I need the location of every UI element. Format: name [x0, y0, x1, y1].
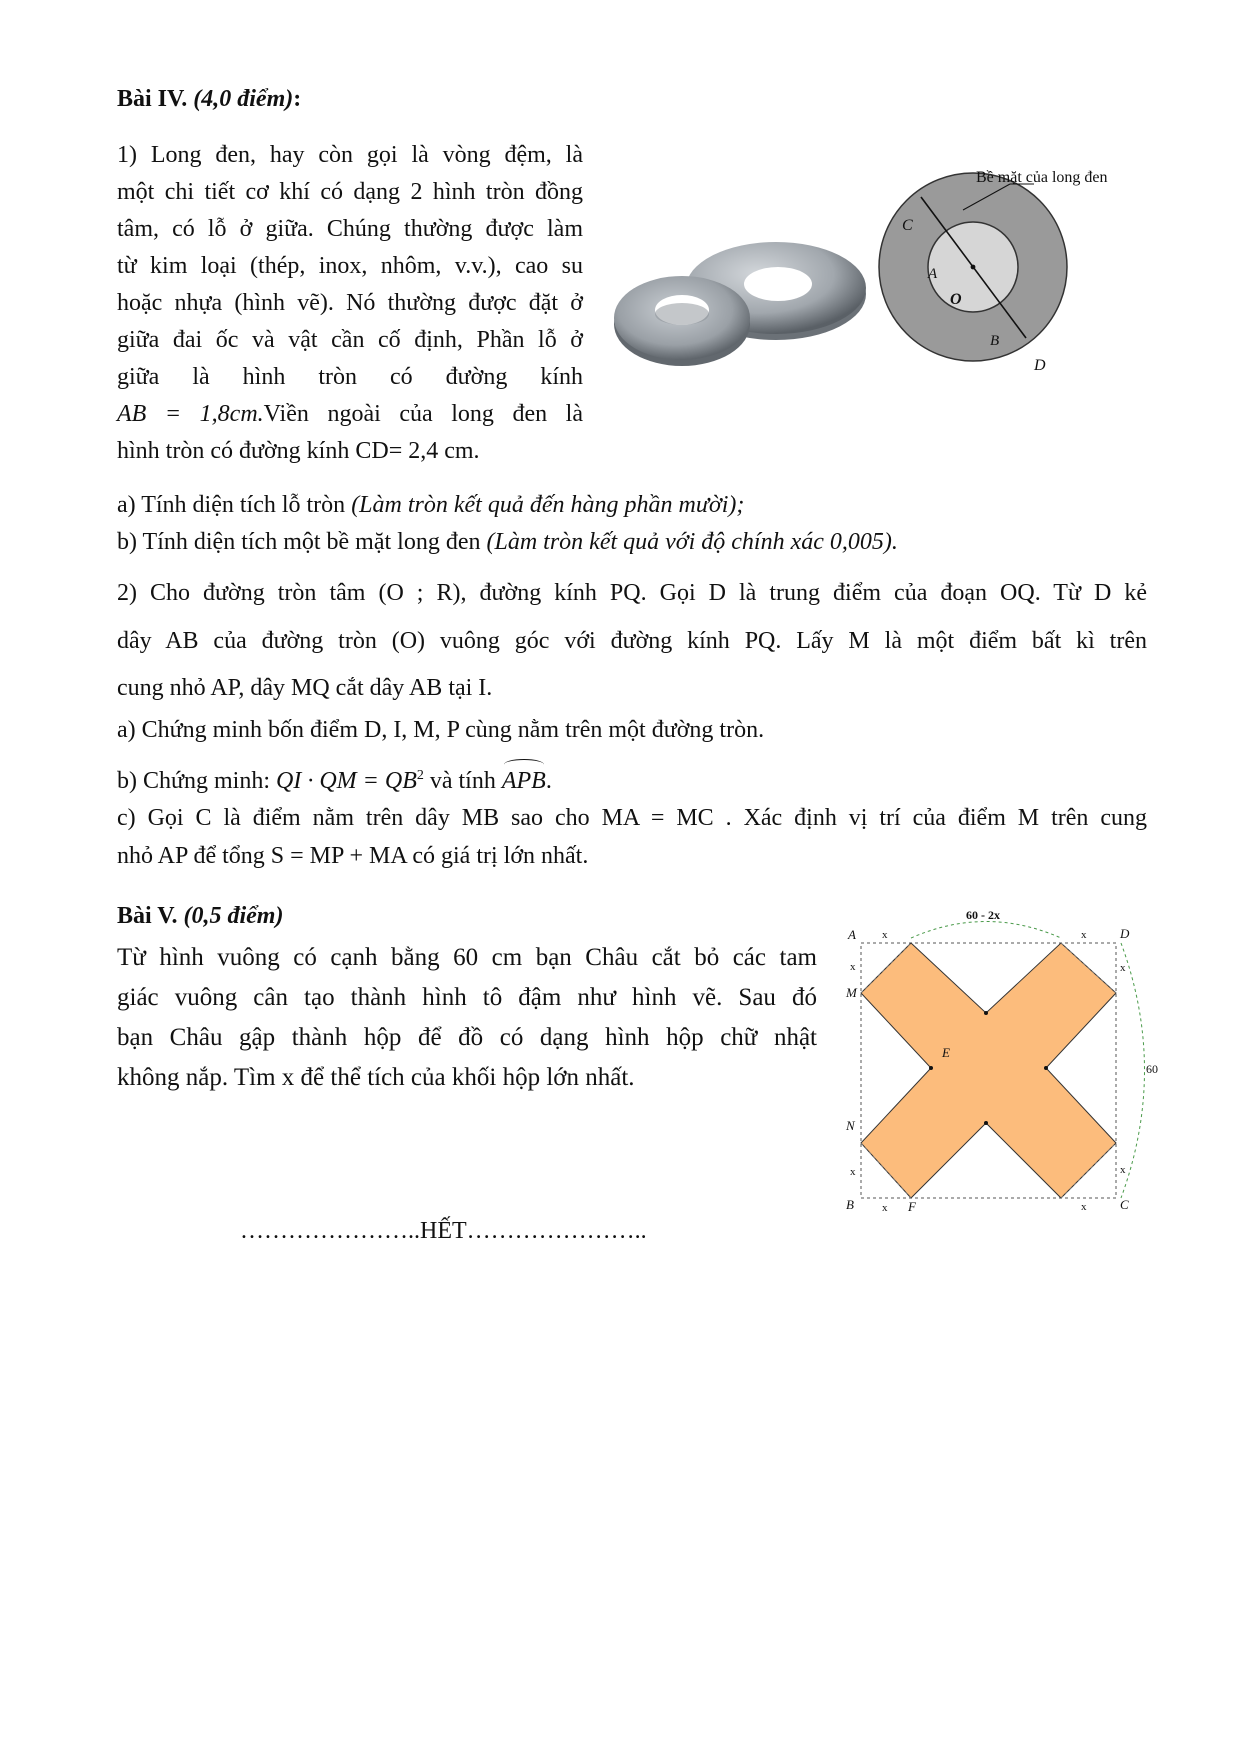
vertex-dot	[984, 1121, 988, 1125]
p2-question-b	[117, 757, 1147, 800]
heading-title: Bài V.	[117, 903, 178, 929]
section-heading-bai-v	[117, 903, 283, 930]
label-c: C	[902, 217, 913, 234]
p2-line-2: dây AB của đường tròn (O) vuông góc với đường kính PQ. Lấy M là một điểm bất kì trên	[117, 628, 1147, 654]
p1-line: giữa là hình tròn có đường kính	[117, 364, 583, 390]
p2b-math: QI · QM = QB	[276, 768, 417, 794]
p2b-arc	[502, 763, 546, 800]
p1-line8-text: Viền ngoài của long đen là	[263, 401, 584, 427]
q1a-text: a) Tính diện tích lỗ tròn	[117, 492, 352, 518]
arc-mark	[504, 759, 544, 770]
p1-line: tâm, có lỗ ở giữa. Chúng thường được làm	[117, 216, 583, 242]
end-marker: …………………..HẾT…………………..	[240, 1218, 647, 1244]
question-1a	[117, 487, 1147, 524]
label-x: x	[1081, 929, 1087, 941]
p1-line: hoặc nhựa (hình vẽ). Nó thường được đặt ở	[117, 290, 583, 316]
q1b-note: (Làm tròn kết quả với độ chính xác 0,005).	[486, 529, 898, 555]
p1-math-ab: AB = 1,8cm.	[117, 401, 264, 427]
label-n: N	[846, 1118, 855, 1133]
label-b: B	[990, 333, 1000, 349]
p2b-text: b) Chứng minh:	[117, 768, 277, 794]
label-c: C	[1120, 1197, 1129, 1212]
diagram-caption: Bề mặt của long đen	[976, 170, 1108, 186]
p2-line-3: cung nhỏ AP, dây MQ cắt dây AB tại I.	[117, 675, 493, 701]
front-washer	[614, 276, 750, 366]
problem-1-text	[117, 137, 583, 470]
p1-line: một chi tiết cơ khí có dạng 2 hình tròn đồng	[117, 179, 583, 205]
label-x: x	[850, 1166, 856, 1178]
label-x: x	[882, 929, 888, 941]
p2b-sup: 2	[416, 768, 424, 783]
label-d: D	[1034, 357, 1046, 374]
p1-line: hình tròn có đường kính CD= 2,4 cm.	[117, 438, 480, 464]
p1-line: 1) Long đen, hay còn gọi là vòng đệm, là	[117, 142, 583, 168]
p1-line: giữa đai ốc và vật cần cố định, Phần lỗ ở	[117, 327, 583, 353]
label-f: F	[908, 1199, 916, 1214]
p2-question-c-line-1: c) Gọi C là điểm nằm trên dây MB sao cho MA = MC . Xác định vị trí của điểm M trên cung	[117, 805, 1147, 831]
label-m: M	[846, 985, 857, 1000]
p1-line-8	[117, 396, 583, 433]
label-x: x	[1081, 1201, 1087, 1213]
vertex-dot	[984, 1011, 988, 1015]
p2-line-1: 2) Cho đường tròn tâm (O ; R), đường kính PQ. Gọi D là trung điểm của đoạn OQ. Từ D kẻ	[117, 580, 1147, 606]
vertex-dot	[1044, 1066, 1048, 1070]
p1-line: từ kim loại (thép, inox, nhôm, v.v.), cao su	[117, 253, 583, 279]
heading-colon: :	[293, 86, 302, 112]
q1b-text: b) Tính diện tích một bề mặt long đen	[117, 529, 487, 555]
label-x: x	[850, 961, 856, 973]
cross-shape	[861, 943, 1116, 1198]
label-x: x	[1120, 1164, 1126, 1176]
question-1b	[117, 524, 1147, 561]
label-o: O	[950, 291, 962, 308]
label-a: A	[848, 927, 856, 942]
label-side-length: 60	[1146, 1062, 1158, 1076]
vertex-dot	[929, 1066, 933, 1070]
cross-figure	[838, 905, 1178, 1215]
heading-score: (0,5 điểm)	[183, 903, 284, 929]
bai-v-line: giác vuông cân tạo thành hình tô đậm như hình vẽ. Sau đó	[117, 984, 817, 1011]
label-b: B	[846, 1197, 854, 1212]
label-d: D	[1120, 926, 1130, 941]
heading-score: (4,0 điểm)	[193, 86, 294, 112]
heading-title: Bài IV.	[117, 86, 188, 112]
p2-question-c-line-2: nhỏ AP để tổng S = MP + MA có giá trị lớn nhất.	[117, 843, 589, 869]
bai-v-line: không nắp. Tìm x để thể tích của khối hộp lớn nhất.	[117, 1064, 635, 1091]
section-heading-bai-iv	[117, 86, 301, 113]
label-x: x	[1120, 962, 1126, 974]
washers-photo	[612, 236, 868, 376]
label-a: A	[928, 266, 938, 282]
p2b-rest: và tính	[423, 768, 502, 794]
bai-v-line: bạn Châu gập thành hộp để đồ có dạng hình hộp chữ nhật	[117, 1024, 817, 1051]
p2b-end: .	[545, 768, 552, 794]
side-arc	[1121, 943, 1145, 1198]
top-arc	[911, 922, 1061, 939]
label-top-length: 60 - 2x	[966, 908, 1000, 922]
bai-v-text	[117, 938, 817, 1098]
bai-v-line: Từ hình vuông có cạnh bằng 60 cm bạn Châu cắt bỏ các tam	[117, 944, 817, 971]
q1a-note: (Làm tròn kết quả đến hàng phần mười);	[351, 492, 745, 518]
p2-question-a: a) Chứng minh bốn điểm D, I, M, P cùng nằm trên một đường tròn.	[117, 717, 765, 743]
p2b-arc-text: APB	[501, 768, 546, 794]
center-dot	[971, 265, 976, 270]
label-e: E	[942, 1045, 950, 1060]
washer-diagram	[876, 170, 1156, 384]
label-x: x	[882, 1202, 888, 1214]
